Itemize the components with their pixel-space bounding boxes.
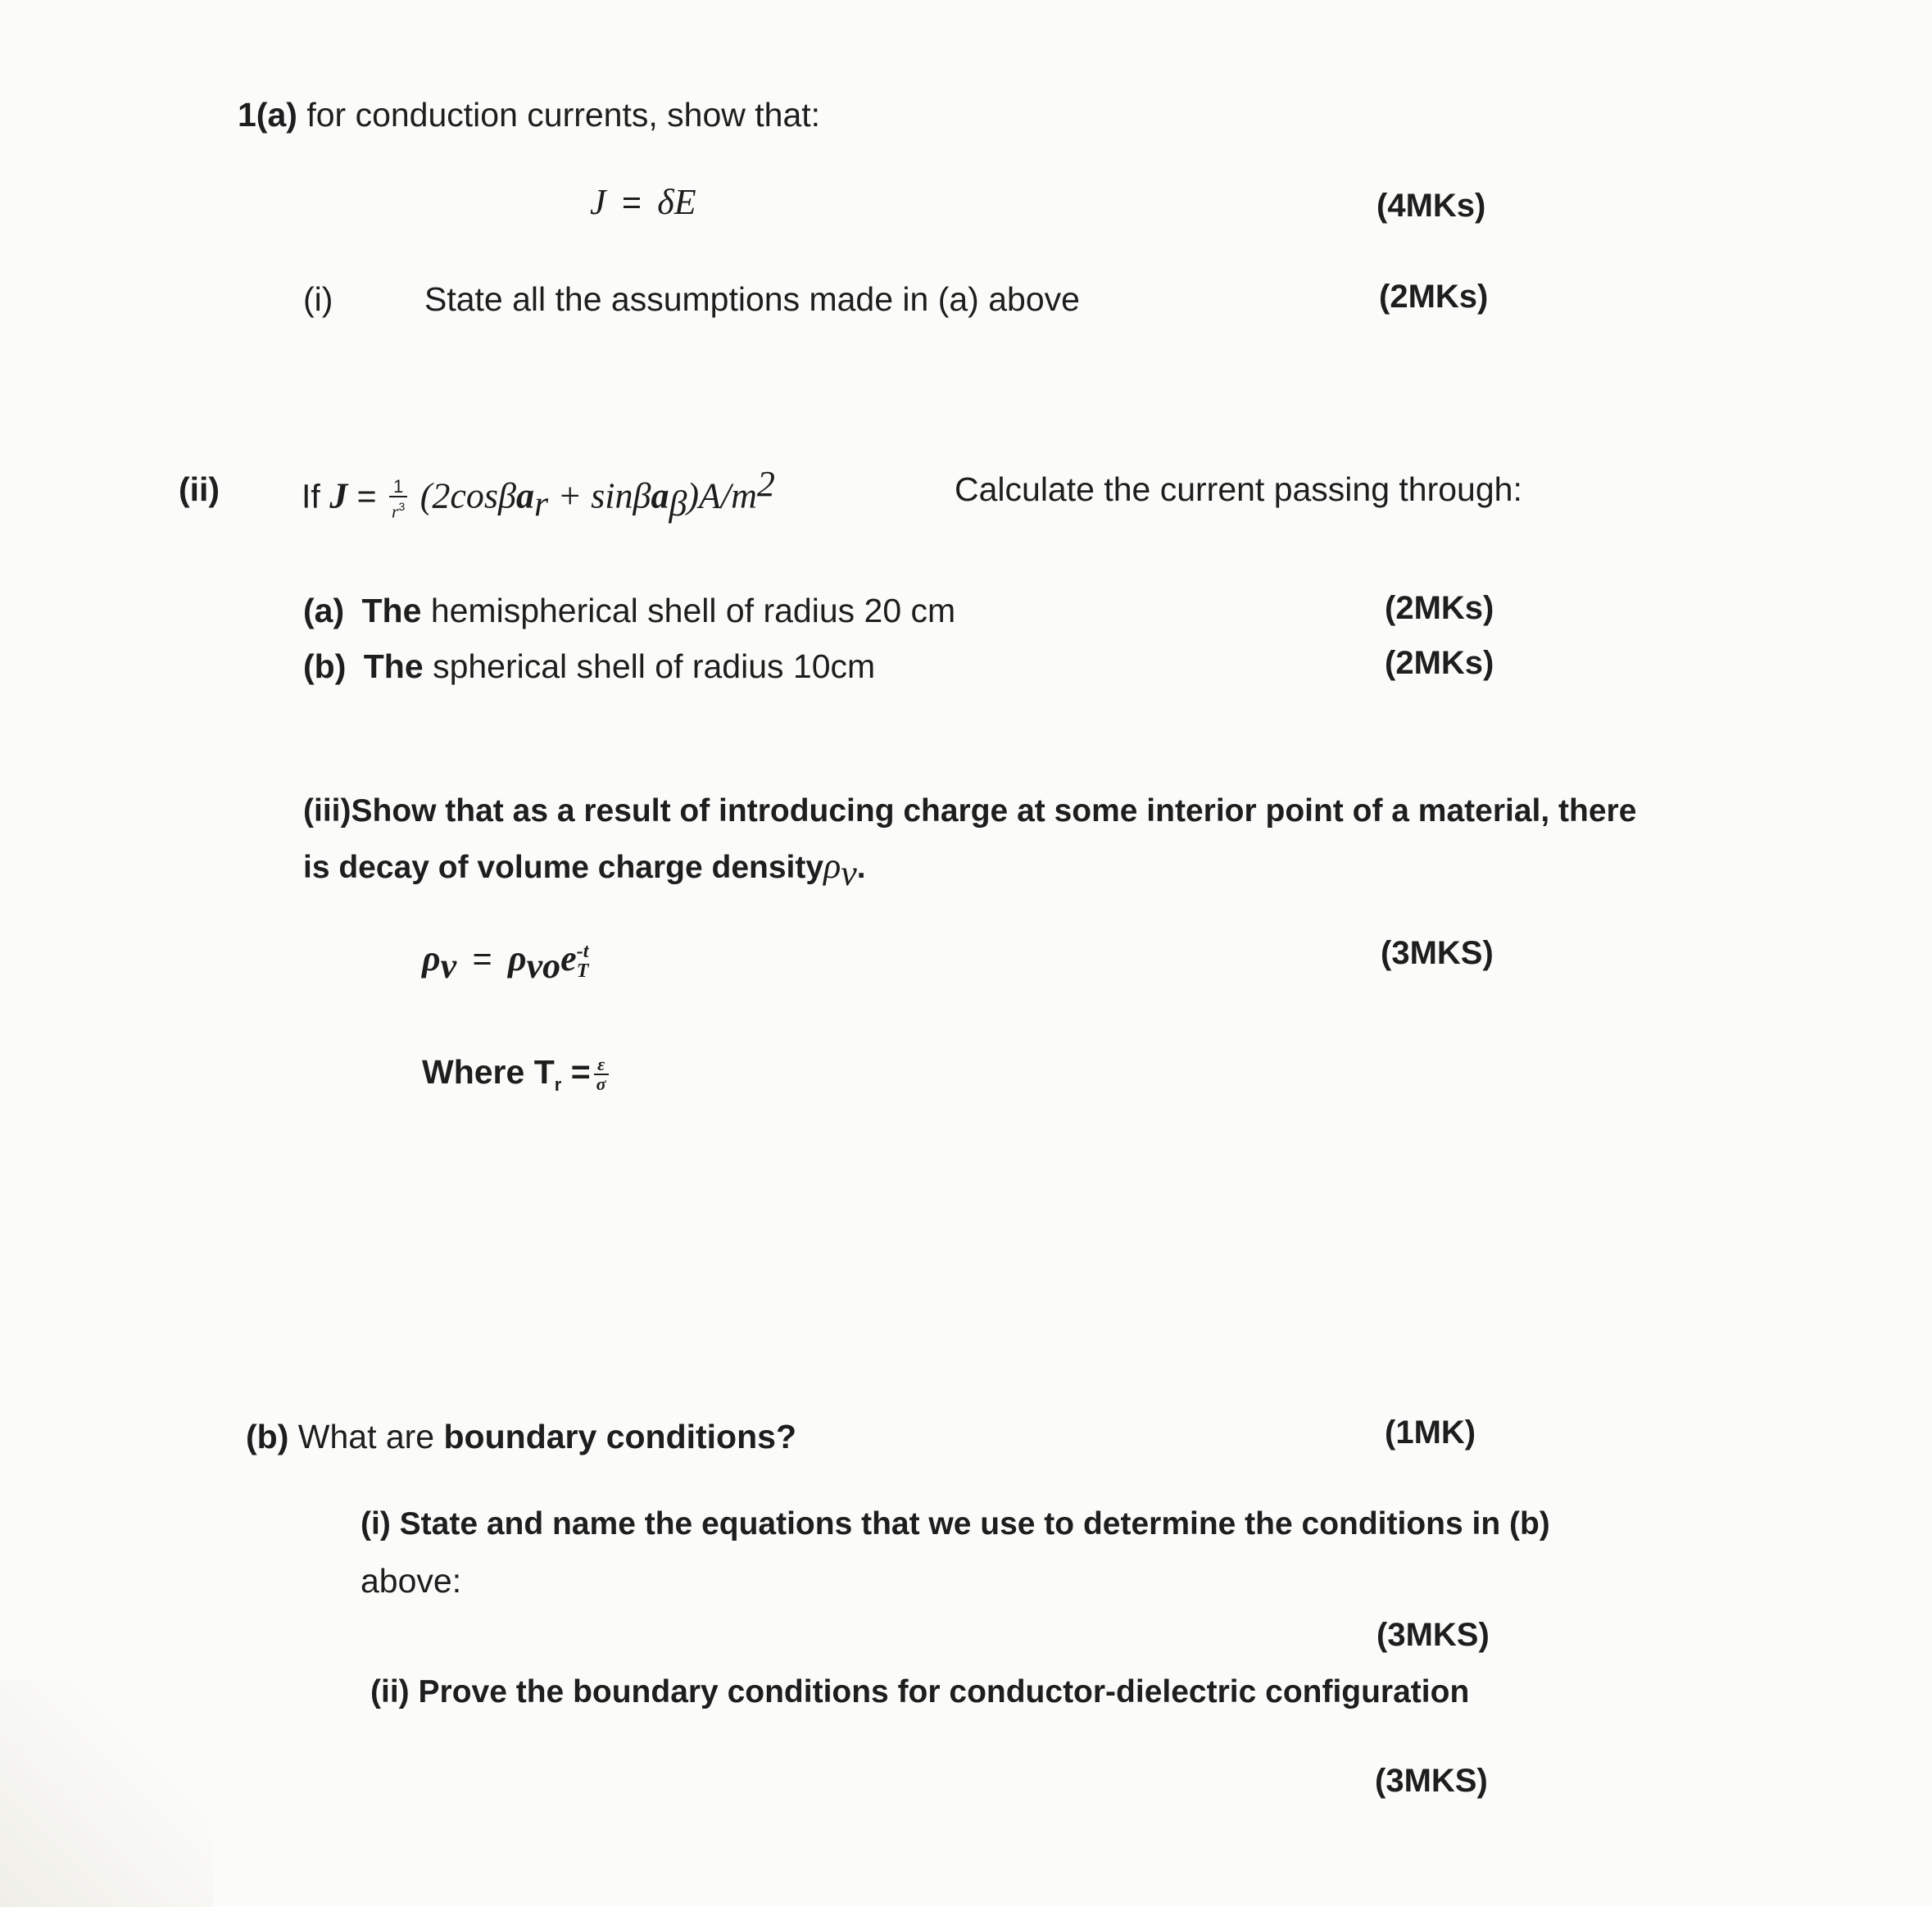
question-bold: boundary conditions? bbox=[443, 1418, 796, 1455]
eq-J: J bbox=[590, 182, 606, 222]
equation-charge-decay bbox=[422, 938, 588, 987]
rho-subscript: v bbox=[841, 852, 857, 893]
unit-vector-a: a bbox=[515, 475, 534, 516]
item-label: (ii) bbox=[370, 1674, 410, 1709]
marks-ii-a: (2MKs) bbox=[1385, 590, 1494, 626]
item-i-number: (i) bbox=[303, 280, 333, 318]
item-label: (b) bbox=[303, 647, 347, 685]
frac-den-exp: 3 bbox=[398, 499, 406, 513]
item-iii-line1: (iii)Show that as a result of introducing charge at some interior point of a material, there bbox=[303, 793, 1637, 829]
question-b bbox=[246, 1416, 796, 1457]
question-1a bbox=[238, 94, 820, 135]
exp-sup: -t bbox=[576, 941, 589, 963]
item-bold: The bbox=[363, 647, 424, 685]
question-plain: What are bbox=[297, 1418, 435, 1455]
item-text: hemispherical shell of radius 20 cm bbox=[430, 592, 956, 629]
marks-b: (1MK) bbox=[1385, 1414, 1476, 1451]
item-bold: The bbox=[361, 592, 422, 629]
item-ii-b bbox=[303, 646, 875, 687]
question-label: (b) bbox=[246, 1418, 289, 1455]
line2-text: is decay of volume charge density bbox=[303, 850, 824, 885]
eq-sign: = bbox=[472, 940, 492, 978]
marks-b-ii: (3MKS) bbox=[1375, 1763, 1488, 1799]
item-iii-line2 bbox=[303, 846, 866, 894]
unit-vector-beta: β bbox=[669, 483, 687, 524]
epsilon: ε bbox=[594, 1056, 609, 1075]
item-ii-a bbox=[303, 590, 955, 631]
frac-num: 1 bbox=[389, 478, 407, 497]
fraction-1-over-r3 bbox=[389, 475, 407, 521]
eq-J: J bbox=[329, 475, 348, 516]
marks-iii: (3MKS) bbox=[1381, 935, 1494, 971]
item-i-text: State all the assumptions made in (a) above bbox=[424, 280, 1080, 318]
item-bold: boundary conditions for conductor-dielectric configuration bbox=[573, 1674, 1470, 1709]
marks-ii-b: (2MKs) bbox=[1385, 645, 1494, 681]
marks-1a: (4MKs) bbox=[1376, 188, 1486, 224]
expr-close: )A/m bbox=[687, 475, 757, 516]
exp-e: e bbox=[560, 938, 577, 978]
marks-b-i: (3MKS) bbox=[1376, 1617, 1490, 1653]
item-b-i-line1: (i) State and name the equations that we use to determine the conditions in (b) bbox=[361, 1506, 1550, 1541]
expr-open: (2cosβ bbox=[420, 475, 516, 516]
item-b-i-line2: above: bbox=[361, 1562, 462, 1600]
item-b-ii bbox=[370, 1672, 1469, 1713]
rho-vo-sub: vo bbox=[526, 946, 561, 987]
where-sub: r bbox=[554, 1074, 562, 1096]
unit-vector-r: r bbox=[533, 483, 549, 524]
calculate-instruction: Calculate the current passing through: bbox=[955, 470, 1522, 508]
expr-exp: 2 bbox=[756, 464, 775, 504]
item-text: spherical shell of radius 10cm bbox=[433, 647, 876, 685]
where-clause bbox=[422, 1051, 612, 1106]
sigma: σ bbox=[596, 1074, 606, 1095]
rho-v: ρ bbox=[422, 938, 441, 978]
equation-J-deltaE bbox=[590, 182, 696, 223]
eq-sign: = bbox=[570, 1053, 591, 1091]
expr-plus: + sinβ bbox=[557, 475, 651, 516]
question-label: 1(a) bbox=[238, 96, 297, 134]
fraction-epsilon-sigma bbox=[594, 1056, 609, 1093]
if-word: If bbox=[302, 477, 320, 515]
where-text: Where T bbox=[422, 1053, 555, 1091]
item-label: (a) bbox=[303, 592, 345, 629]
page-shadow bbox=[0, 1680, 213, 1907]
unit-vector-a: a bbox=[651, 475, 669, 516]
equation-current-density bbox=[302, 464, 775, 524]
rho-v-sub: v bbox=[440, 946, 457, 987]
marks-i: (2MKs) bbox=[1379, 279, 1489, 315]
eq-sign: = bbox=[621, 184, 642, 221]
item-plain: Prove the bbox=[418, 1674, 565, 1709]
rho-vo: ρ bbox=[507, 938, 527, 978]
exp-sub: T bbox=[576, 960, 589, 983]
period: . bbox=[856, 850, 866, 885]
item-ii-number: (ii) bbox=[179, 470, 220, 508]
eq-sign: = bbox=[356, 477, 377, 515]
eq-rhs: δE bbox=[657, 182, 696, 222]
question-intro: for conduction currents, show that: bbox=[306, 96, 821, 134]
rho-symbol: ρ bbox=[823, 846, 841, 886]
frac-den: r bbox=[391, 500, 399, 521]
